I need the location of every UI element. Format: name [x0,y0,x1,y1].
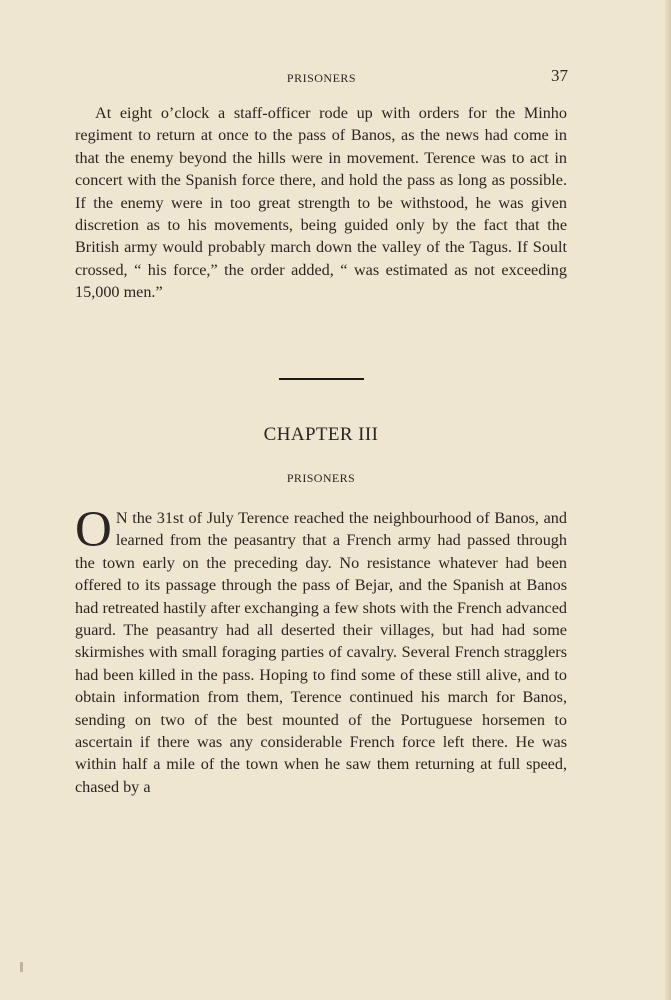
chapter-subtitle: PRISONERS [286,471,356,485]
chapter-body-text: N the 31st of July Terence reached the neighbourhood of Banos, and learned from the peasantry that a French army had passed through the town early on the preceding day. No resistance whatever had been offered to its passage through the pass of Bejar, and the Spanish at Banos had retreated hastily after exchanging a few shots with the French advanced guard. The peasantry had all deserted their villages, but had had some skirmishes with small foraging parties of cavalry. Several French stragglers had been killed in the pass. Hoping to find some of these still alive, and to obtain information from them, Terence continued his march for Banos, sending on two of the best mounted of the Portuguese horsemen to ascertain if there was any considerable French force left there. He was within half a mile of the town when he saw them returning at full speed, chased by a [75,509,567,796]
running-head [75,66,568,90]
chapter-opening-paragraph [75,502,567,798]
page-speck [20,962,23,972]
page-number: 37 [551,66,568,85]
page-edge [665,0,671,1000]
section-divider [279,378,364,380]
drop-cap: O [75,502,112,558]
chapter-heading: CHAPTER III [263,424,379,445]
running-title: PRISONERS [286,71,357,85]
top-paragraph: At eight o’clock a staff-officer rode up with orders for the Minho regiment to return at once to the pass of Banos, as the news had come in that the enemy beyond the hills were in movement. Terence was to act in concert with the Spanish force there, and hold the pass as long as possible. If the enemy were in too great strength to be withstood, he was given discretion as to his movements, being guided only by the fact that the British army would probably march down the valley of the Tagus. If Soult crossed, “ his force,” the order added, “ was estimated as not exceeding 15,000 men.” [75,104,567,302]
